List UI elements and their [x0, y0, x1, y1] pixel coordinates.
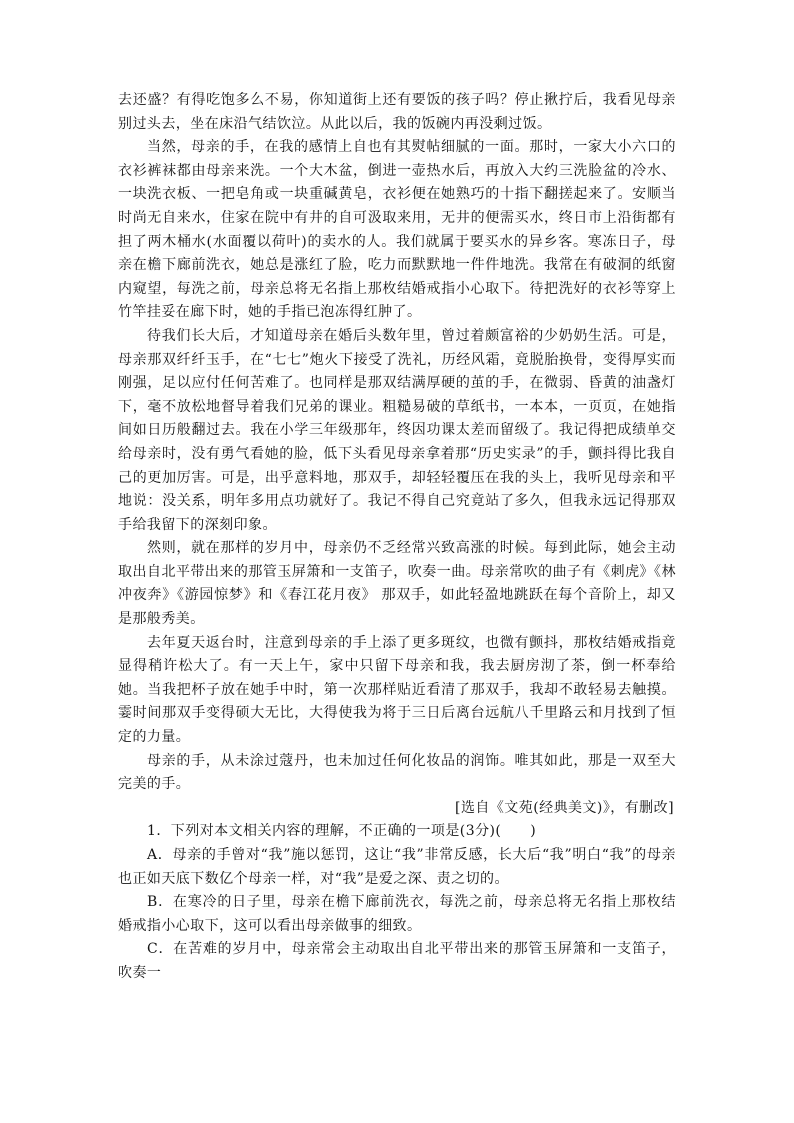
- option-c: C．在苦难的岁月中，母亲常会主动取出自北平带出来的那管玉屏箫和一支笛子，吹奏一: [118, 941, 676, 981]
- option-a: A．母亲的手曾对“我”施以惩罚，这让“我”非常反感，长大后“我”明白“我”的母亲也正如天底下数亿个母亲一样，对“我”是爱之深、责之切的。: [118, 847, 676, 887]
- paragraph-6: 母亲的手，从未涂过蔻丹，也未加过任何化妆品的润饰。唯其如此，那是一双至大完美的手。: [118, 752, 676, 793]
- paragraph-5: 去年夏天返台时，注意到母亲的手上添了更多斑纹，也微有颤抖，那枚结婚戒指竟显得稍许松大了。有一天上午，家中只留下母亲和我，我去厨房沏了茶，倒一杯奉给她。当我把杯子放在她手中时，第一次那样贴近看清了那双手，我却不敢轻易去触摸。霎时间那双手变得硕大无比，大得使我为将于三日后离台远航八千里路云和月找到了恒定的力量。: [118, 634, 676, 746]
- article-body: [118, 89, 676, 986]
- source-citation: [选自《文苑(经典美文)》，有删改]: [455, 799, 674, 816]
- paragraph-2: 当然，母亲的手，在我的感情上自也有其熨帖细腻的一面。那时，一家大小六口的衣衫裤袜都由母亲来洗。一个大木盆，倒进一壶热水后，再放入大约三洗脸盆的冷水、一块洗衣板、一把皂角或一块重碱黄皂，衣衫便在她熟巧的十指下翻搓起来了。安顺当时尚无自来水，住家在院中有井的自可汲取来用，无井的便需买水，终日市上沿街都有担了两木桶水(水面覆以荷叶)的卖水的人。我们就属于要买水的异乡客。寒冻日子，母亲在檐下廊前洗衣，她总是涨红了脸，吃力而默默地一件件地洗。我常在有破洞的纸窗内窥望，每洗之前，母亲总将无名指上那枚结婚戒指小心取下。待把洗好的衣衫等穿上竹竿挂妥在廊下时，她的手指已泡冻得红肿了。: [118, 139, 676, 321]
- option-b: B．在寒冷的日子里，母亲在檐下廊前洗衣，每洗之前，母亲总将无名指上那枚结婚戒指小心取下，这可以看出母亲做事的细致。: [118, 894, 676, 934]
- paragraph-4: 然则，就在那样的岁月中，母亲仍不乏经常兴致高涨的时候。每到此际，她会主动取出自北平带出来的那管玉屏箫和一支笛子，吹奏一曲。母亲常吹的曲子有《刺虎》《林冲夜奔》《游园惊梦》和《春江花月夜》 那双手，如此轻盈地跳跃在每个音阶上，却又是那般秀美。: [118, 540, 676, 628]
- paragraph-1: 去还盛？有得吃饱多么不易，你知道街上还有要饭的孩子吗？停止揪拧后，我看见母亲别过头去，坐在床沿气结饮泣。从此以后，我的饭碗内再没剩过饭。: [118, 92, 676, 132]
- paragraph-3: 待我们长大后，才知道母亲在婚后头数年里，曾过着颇富裕的少奶奶生活。可是，母亲那双纤纤玉手，在“七七”炮火下接受了洗礼，历经风霜，竟脱胎换骨，变得厚实而刚强，足以应付任何苦难了。也同样是那双结满厚硬的茧的手，在微弱、昏黄的油盏灯下，毫不放松地督导着我们兄弟的课业。粗糙易破的草纸书，一本本，一页页，在她指间如日历般翻过去。我在小学三年级那年，终因功课太差而留级了。我记得把成绩单交给母亲时，没有勇气看她的脸，低下头看见母亲拿着那“历史实录”的手，颤抖得比我自己的更加厉害。可是，出乎意料地，那双手，却轻轻覆压在我的头上，我听见母亲和平地说：没关系，明年多用点功就好了。我记不得自己究竟站了多久，但我永远记得那双手给我留下的深刻印象。: [118, 327, 676, 533]
- question-1: 1．下列对本文相关内容的理解，不正确的一项是(3分)( ): [147, 823, 537, 840]
